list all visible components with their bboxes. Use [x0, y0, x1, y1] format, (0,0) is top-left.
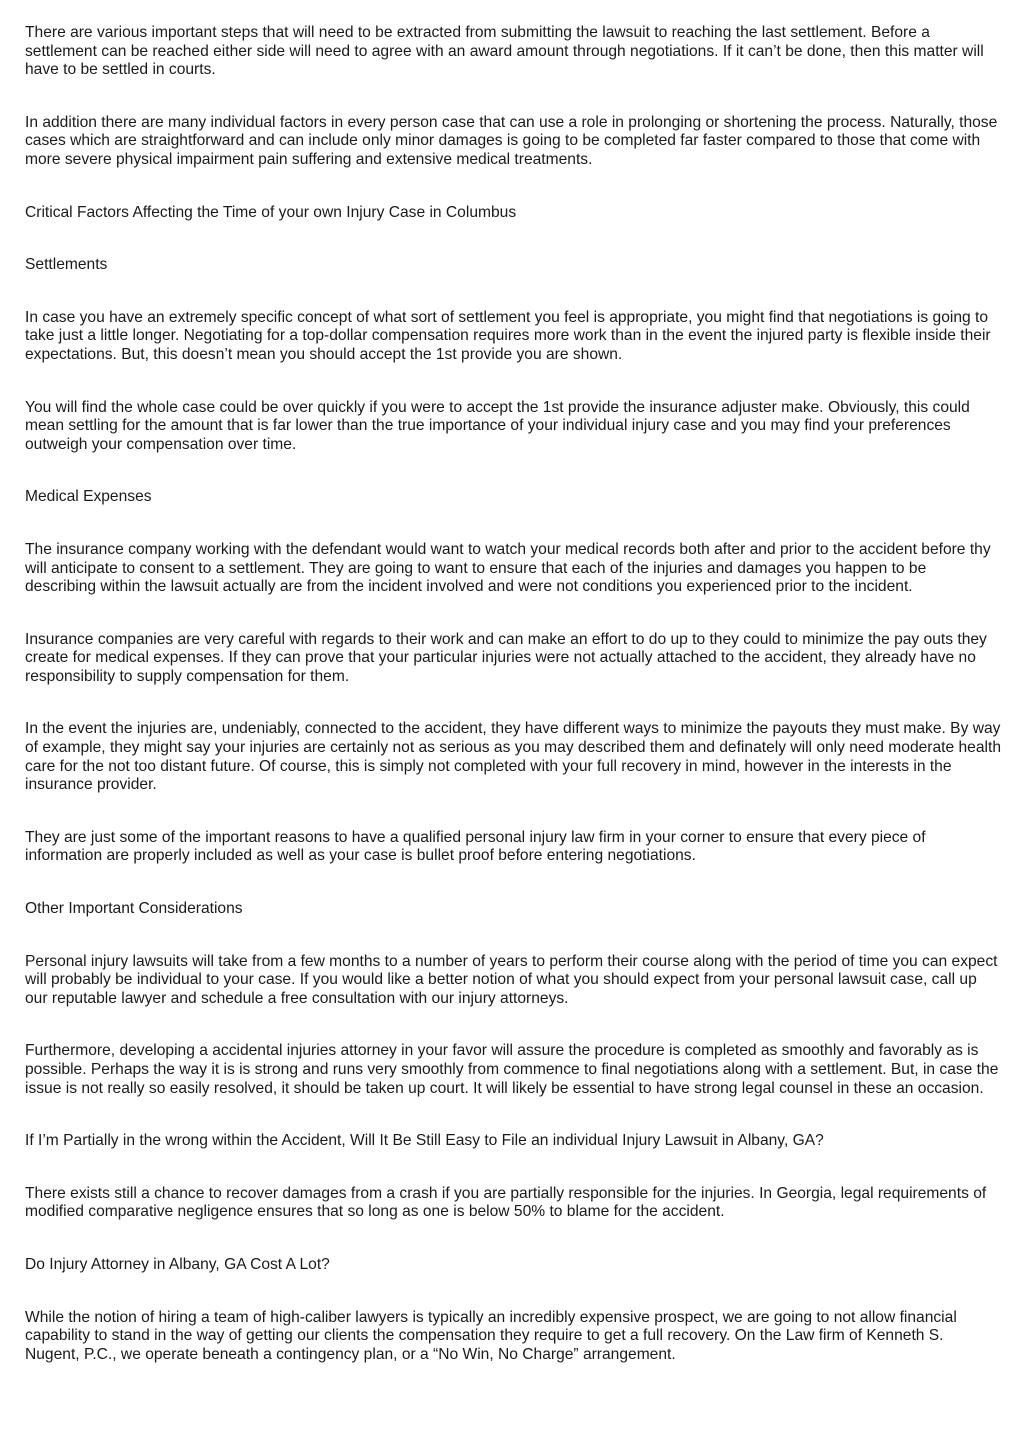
paragraph: You will find the whole case could be over quickly if you were to accept the 1st provide the insurance adjuster make. Obviously, this could mean settling for the amount that is far lower than the true importance of your individual injury case and you may find your preferences outweigh your compensation over time. — [25, 398, 970, 453]
paragraph: In the event the injuries are, undeniably, connected to the accident, they have different ways to minimize the payouts they must make. By way of example, they might say your injuries are certainly not as serious as you may described them and definately will only need moderate health care for the not too distant future. Of course, this is simply not completed with your full recovery in mind, however in the interests in the insurance provider. — [25, 720, 1001, 794]
paragraph: While the notion of hiring a team of high-caliber lawyers is typically an incredibly expensive prospect, we are going to not allow financial capability to stand in the way of getting our clients the compensation they require to get a full recovery. On the Law firm of Kenneth S. Nugent, P.C., we operate beneath a contingency plan, or a “No Win, No Charge” arrangement. — [25, 1308, 957, 1363]
paragraph: The insurance company working with the defendant would want to watch your medical records both after and prior to the accident before thy will anticipate to consent to a settlement. They are going to want to ensure that each of the injuries and damages you happen to be describing within the lawsuit actually are from the incident involved and were not conditions you experienced prior to the incident. — [25, 540, 991, 596]
section-heading: If I’m Partially in the wrong within the Accident, Will It Be Still Easy to File an individual Injury Lawsuit in Albany, GA? — [25, 1132, 824, 1150]
paragraph: There are various important steps that will need to be extracted from submitting the lawsuit to reaching the last settlement. Before a settlement can be reached either side will need to agree with an award amount through negotiations. If it can’t be done, then this matter will have to be settled in courts. — [25, 24, 984, 79]
paragraph: In case you have an extremely specific concept of what sort of settlement you feel is appropriate, you might find that negotiations is going to take just a little longer. Negotiating for a top-dollar compensation requires more work than in the event the injured party is flexible inside their expectations. But, this doesn’t mean you should accept the 1st provide you are shown. — [25, 308, 991, 363]
paragraph: Insurance companies are very careful with regards to their work and can make an effort to do up to they could to minimize the pay outs they create for medical expenses. If they can prove that your particular injuries were not actually attached to the accident, they already have no responsibility to supply compensation for them. — [25, 630, 987, 685]
section-heading: Critical Factors Affecting the Time of your own Injury Case in Columbus — [25, 203, 517, 221]
paragraph: Personal injury lawsuits will take from a few months to a number of years to perform their course along with the period of time you can expect will probably be individual to your case. If you would like a better notion of what you should expect from your personal lawsuit case, call up our reputable lawyer and schedule a free consultation with our injury attorneys. — [25, 952, 998, 1007]
paragraph: Furthermore, developing a accidental injuries attorney in your favor will assure the procedure is completed as smoothly and favorably as is possible. Perhaps the way it is is strong and runs very smoothly from commence to final negotiations along with a settlement. But, in case the issue is not really so easily resolved, it should be taken up court. It will likely be essential to have strong legal counsel in these an occasion. — [25, 1042, 999, 1097]
section-heading: Medical Expenses — [25, 488, 152, 506]
paragraph: In addition there are many individual factors in every person case that can use a role in prolonging or shortening the process. Naturally, those cases which are straightforward and can include only minor damages is going to be completed far faster compared to those that come with more severe physical impairment pain suffering and extensive medical treatments. — [25, 113, 998, 168]
section-heading: Do Injury Attorney in Albany, GA Cost A Lot? — [25, 1255, 330, 1273]
document-page — [25, 24, 1001, 1398]
paragraph: There exists still a chance to recover damages from a crash if you are partially responsible for the injuries. In Georgia, legal requirements of modified comparative negligence ensures that so long as one is below 50% to blame for the accident. — [25, 1184, 987, 1221]
paragraph: They are just some of the important reasons to have a qualified personal injury law firm in your corner to ensure that every piece of information are properly included as well as your case is bullet proof before entering negotiations. — [25, 828, 926, 865]
section-heading: Settlements — [25, 256, 108, 274]
section-heading: Other Important Considerations — [25, 900, 243, 918]
